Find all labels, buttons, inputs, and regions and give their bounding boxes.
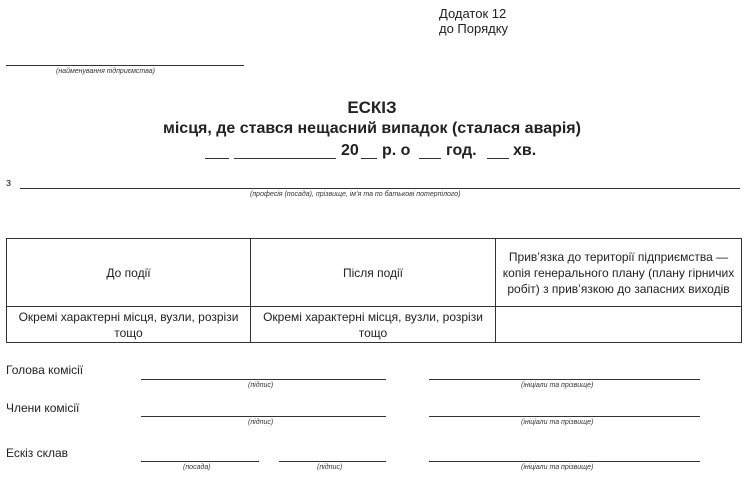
drafted-name-caption: (ініціали та прізвище) <box>521 464 594 471</box>
header-before-event: До події <box>7 239 251 307</box>
members-signature-line[interactable] <box>141 416 386 417</box>
head-name-caption: (ініціали та прізвище) <box>521 382 594 389</box>
drafted-signature-line[interactable] <box>279 461 386 462</box>
document-subtitle: місця, де стався нещасний випадок (сталася аварія) <box>163 120 581 137</box>
enterprise-name-line[interactable] <box>6 65 244 66</box>
cell-after-sketch[interactable]: Окремі характерні місця, вузли, розрізи тощо <box>251 307 496 343</box>
minute-line[interactable] <box>487 158 509 159</box>
drafted-label: Ескіз склав <box>6 446 69 460</box>
header-site-reference: Прив’язка до території підприємства — копія генерального плану (плану гірничих робіт) з прив’язкою до запасних виходів <box>496 239 742 307</box>
date-r-label: р. о <box>382 142 411 159</box>
drafted-signature-caption: (підпис) <box>317 464 343 471</box>
day-line[interactable] <box>205 158 229 159</box>
victim-line[interactable] <box>20 188 740 189</box>
cell-site-plan[interactable] <box>496 307 742 343</box>
enterprise-caption: (найменування підприємства) <box>56 68 155 75</box>
hour-line[interactable] <box>419 158 441 159</box>
year-line[interactable] <box>361 158 377 159</box>
head-signature-line[interactable] <box>141 379 386 380</box>
appendix-number: Додаток 12 <box>439 6 507 21</box>
members-name-line[interactable] <box>429 416 700 417</box>
members-name-caption: (ініціали та прізвище) <box>521 419 594 426</box>
cell-before-sketch[interactable]: Окремі характерні місця, вузли, розрізи тощо <box>7 307 251 343</box>
victim-caption: (професія (посада), прізвище, ім’я та по батькові потерпілого) <box>250 191 461 198</box>
header-after-event: Після події <box>251 239 496 307</box>
victim-prefix: з <box>6 177 12 189</box>
head-signature-caption: (підпис) <box>248 382 274 389</box>
members-label: Члени комісії <box>6 401 80 415</box>
head-name-line[interactable] <box>429 379 700 380</box>
hour-label: год. <box>446 142 477 159</box>
drafted-position-caption: (посада) <box>183 464 211 471</box>
drafted-position-line[interactable] <box>141 461 259 462</box>
sketch-table <box>6 238 742 343</box>
head-label: Голова комісії <box>6 363 84 377</box>
appendix-order: до Порядку <box>439 21 509 36</box>
members-signature-caption: (підпис) <box>248 419 274 426</box>
drafted-name-line[interactable] <box>429 461 700 462</box>
year-prefix: 20 <box>341 142 359 159</box>
document-title: ЕСКІЗ <box>347 98 397 117</box>
minute-label: хв. <box>513 142 537 159</box>
month-line[interactable] <box>234 158 336 159</box>
